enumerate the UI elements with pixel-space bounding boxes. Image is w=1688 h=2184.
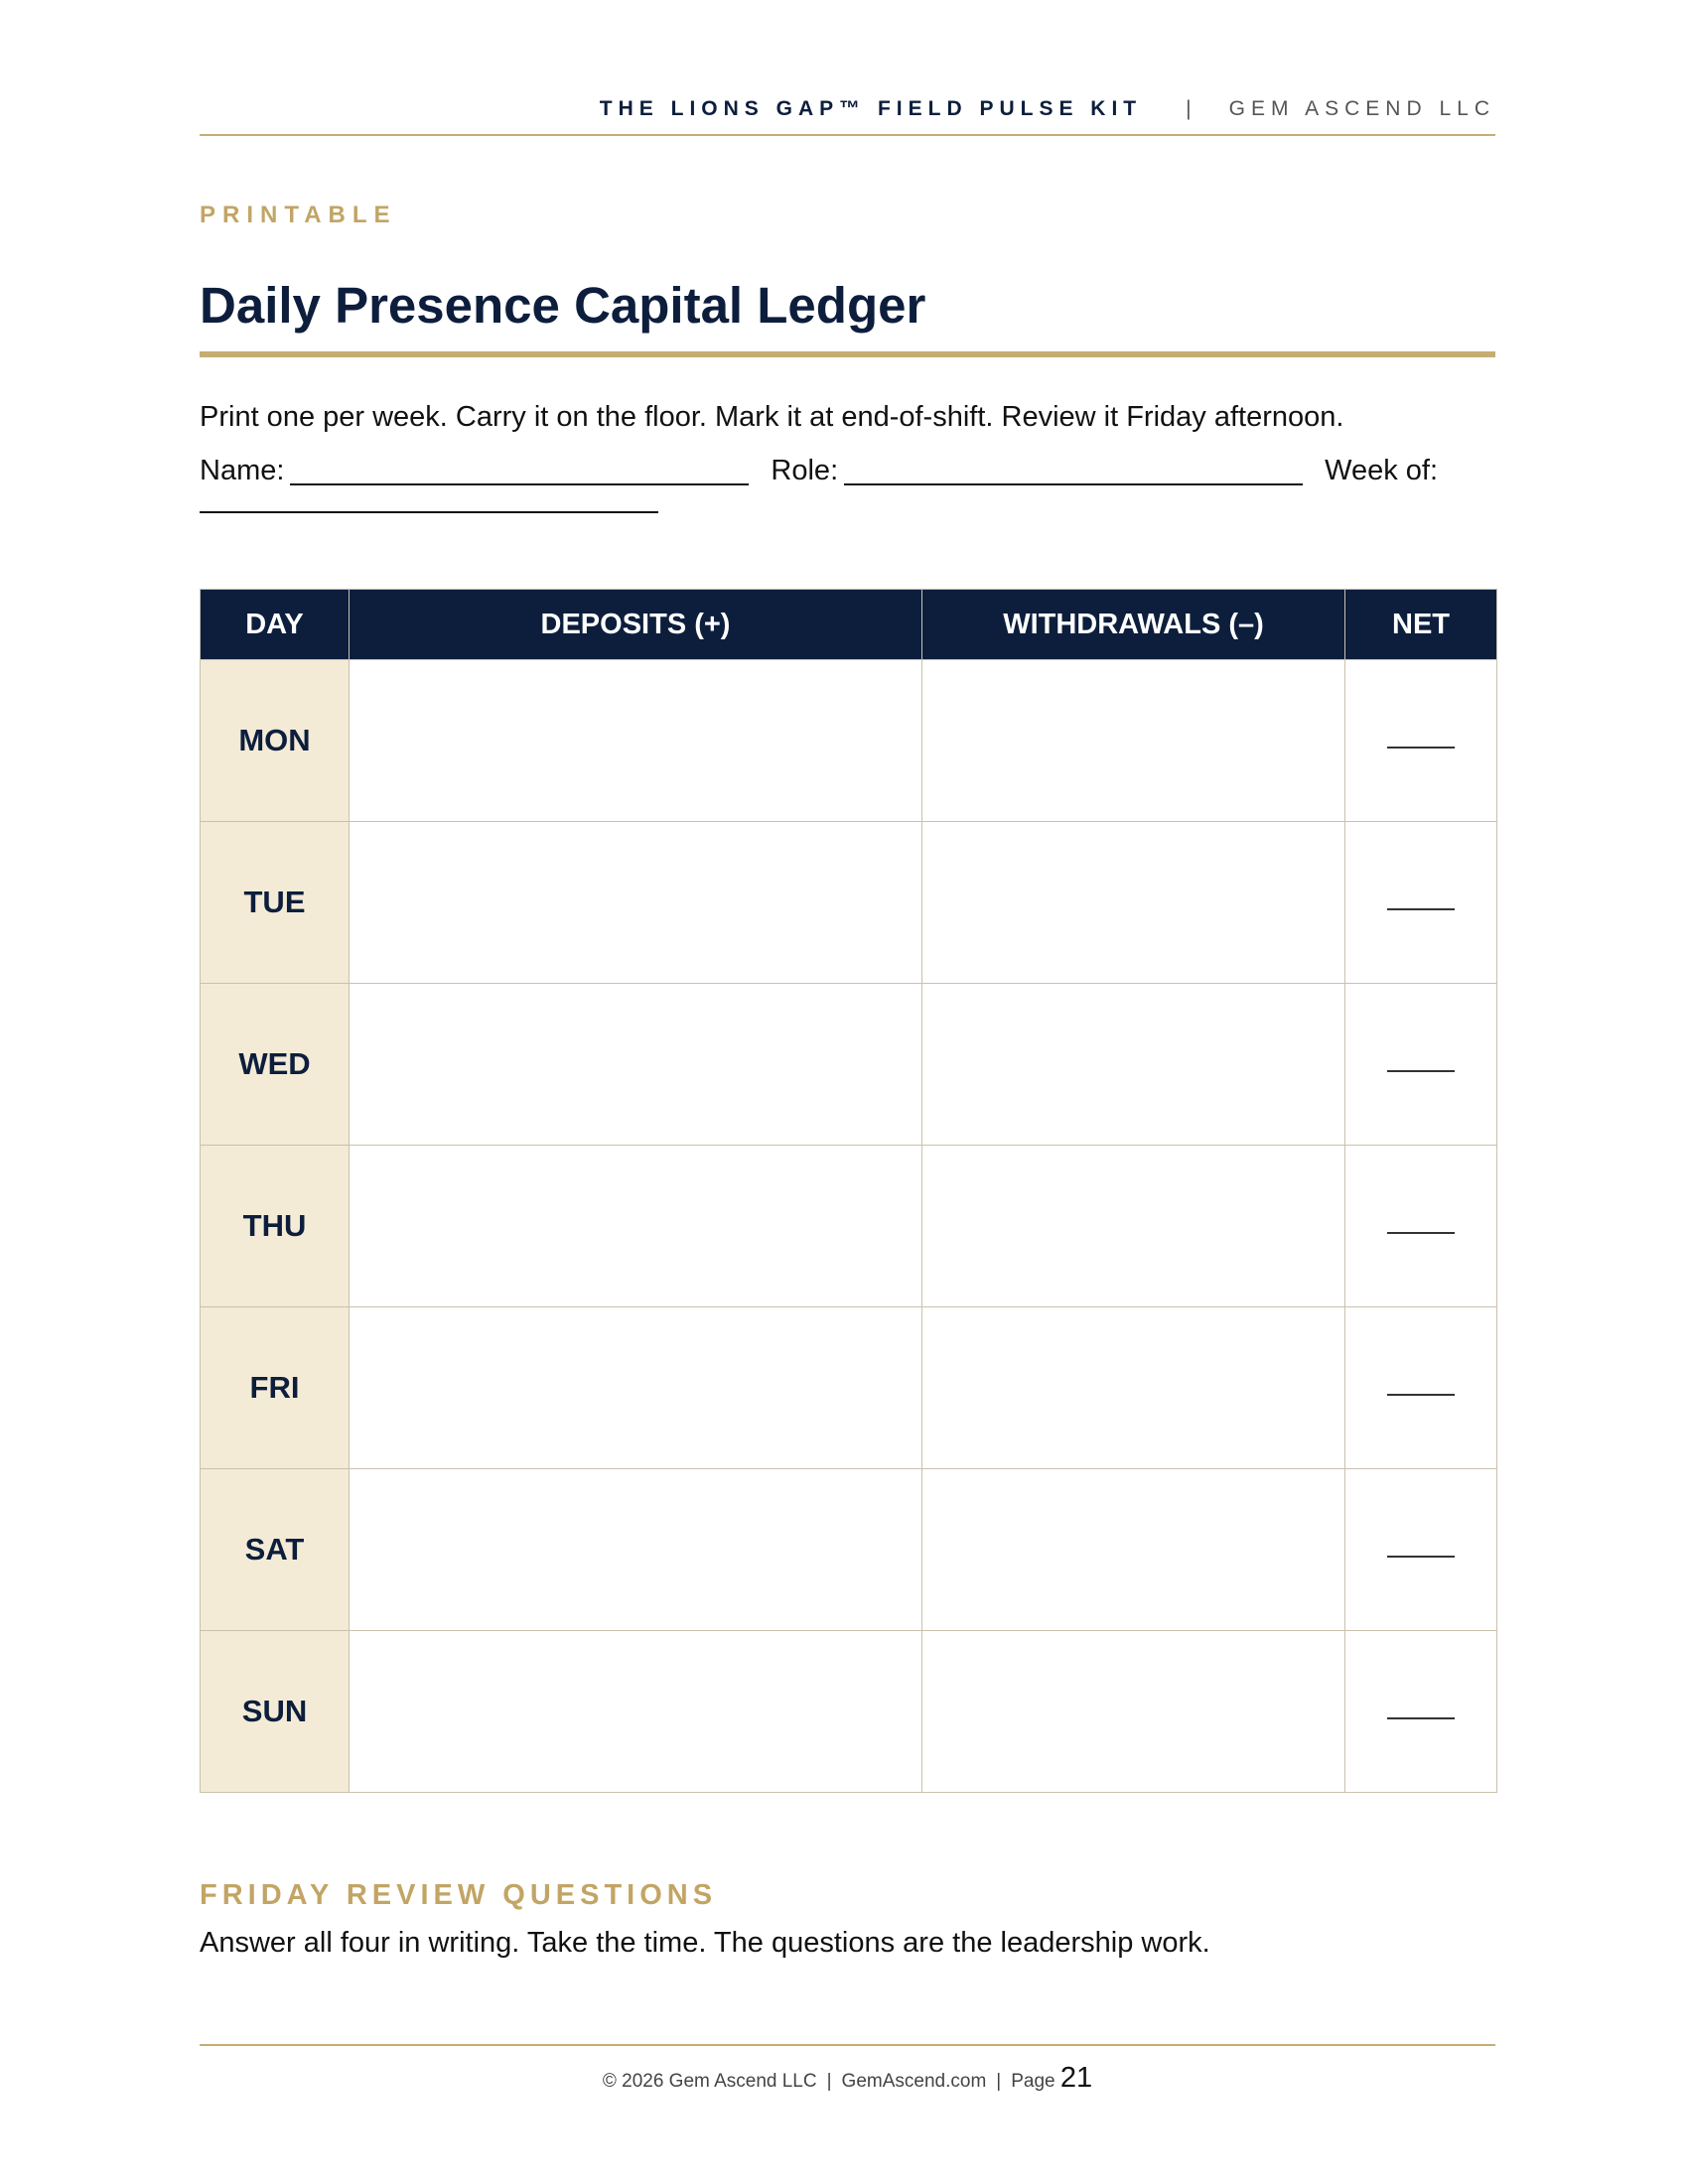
- copyright-text: © 2026 Gem Ascend LLC: [602, 2071, 817, 2092]
- header-separator: |: [1186, 97, 1192, 120]
- net-blank-line: [1387, 1232, 1455, 1234]
- table-row: [201, 1631, 1497, 1793]
- header-rule: [200, 134, 1495, 136]
- website-link[interactable]: GemAscend.com: [841, 2071, 987, 2092]
- deposits-cell[interactable]: [350, 1307, 922, 1469]
- page-label: Page: [1011, 2071, 1055, 2092]
- role-label: Role:: [771, 455, 839, 486]
- page-footer: © 2026 Gem Ascend LLC | GemAscend.com | Page 21: [602, 2062, 1093, 2094]
- week-label: Week of:: [1325, 455, 1439, 486]
- intro-block: [200, 390, 1495, 513]
- week-field[interactable]: [200, 497, 658, 513]
- column-header-withdrawals: WITHDRAWALS (–): [922, 590, 1345, 660]
- ledger-table: [200, 589, 1497, 1793]
- table-row: [201, 1469, 1497, 1631]
- withdrawals-cell[interactable]: [922, 822, 1345, 984]
- column-header-net: NET: [1345, 590, 1497, 660]
- net-cell[interactable]: [1345, 822, 1497, 984]
- net-blank-line: [1387, 1394, 1455, 1396]
- instructions-text: Print one per week. Carry it on the floor. Mark it at end-of-shift. Review it Friday afternoon.: [200, 401, 1344, 433]
- net-cell[interactable]: [1345, 1631, 1497, 1793]
- review-text: Answer all four in writing. Take the time. The questions are the leadership work.: [200, 1927, 1210, 1959]
- role-field[interactable]: [844, 454, 1303, 485]
- review-heading: FRIDAY REVIEW QUESTIONS: [200, 1879, 718, 1911]
- net-blank-line: [1387, 1070, 1455, 1072]
- name-label: Name:: [200, 455, 285, 486]
- withdrawals-cell[interactable]: [922, 660, 1345, 822]
- withdrawals-cell[interactable]: [922, 984, 1345, 1146]
- deposits-cell[interactable]: [350, 822, 922, 984]
- name-field[interactable]: [290, 454, 749, 485]
- net-blank-line: [1387, 908, 1455, 910]
- running-header: [600, 97, 1495, 121]
- page-title: Daily Presence Capital Ledger: [200, 277, 926, 334]
- net-cell[interactable]: [1345, 1469, 1497, 1631]
- net-cell[interactable]: [1345, 984, 1497, 1146]
- eyebrow-label: PRINTABLE: [200, 202, 397, 228]
- title-rule: [200, 351, 1495, 357]
- withdrawals-cell[interactable]: [922, 1469, 1345, 1631]
- net-blank-line: [1387, 747, 1455, 749]
- page-number: 21: [1059, 2062, 1093, 2094]
- form-fields: [200, 444, 1495, 513]
- day-label: MON: [201, 660, 350, 822]
- withdrawals-cell[interactable]: [922, 1146, 1345, 1307]
- net-cell[interactable]: [1345, 1146, 1497, 1307]
- day-label: TUE: [201, 822, 350, 984]
- day-label: THU: [201, 1146, 350, 1307]
- column-header-deposits: DEPOSITS (+): [350, 590, 922, 660]
- deposits-cell[interactable]: [350, 660, 922, 822]
- table-row: [201, 822, 1497, 984]
- ledger-header-row: [201, 590, 1497, 660]
- kit-title: THE LIONS GAP™ FIELD PULSE KIT: [599, 97, 1143, 120]
- table-row: [201, 1307, 1497, 1469]
- deposits-cell[interactable]: [350, 1469, 922, 1631]
- withdrawals-cell[interactable]: [922, 1307, 1345, 1469]
- deposits-cell[interactable]: [350, 984, 922, 1146]
- net-cell[interactable]: [1345, 1307, 1497, 1469]
- day-label: WED: [201, 984, 350, 1146]
- table-row: [201, 660, 1497, 822]
- table-row: [201, 1146, 1497, 1307]
- net-cell[interactable]: [1345, 660, 1497, 822]
- net-blank-line: [1387, 1717, 1455, 1719]
- day-label: SUN: [201, 1631, 350, 1793]
- day-label: FRI: [201, 1307, 350, 1469]
- column-header-day: DAY: [201, 590, 350, 660]
- deposits-cell[interactable]: [350, 1631, 922, 1793]
- net-blank-line: [1387, 1556, 1455, 1558]
- day-label: SAT: [201, 1469, 350, 1631]
- deposits-cell[interactable]: [350, 1146, 922, 1307]
- table-row: [201, 984, 1497, 1146]
- company-name: GEM ASCEND LLC: [1228, 97, 1495, 120]
- withdrawals-cell[interactable]: [922, 1631, 1345, 1793]
- footer-rule: [200, 2044, 1495, 2046]
